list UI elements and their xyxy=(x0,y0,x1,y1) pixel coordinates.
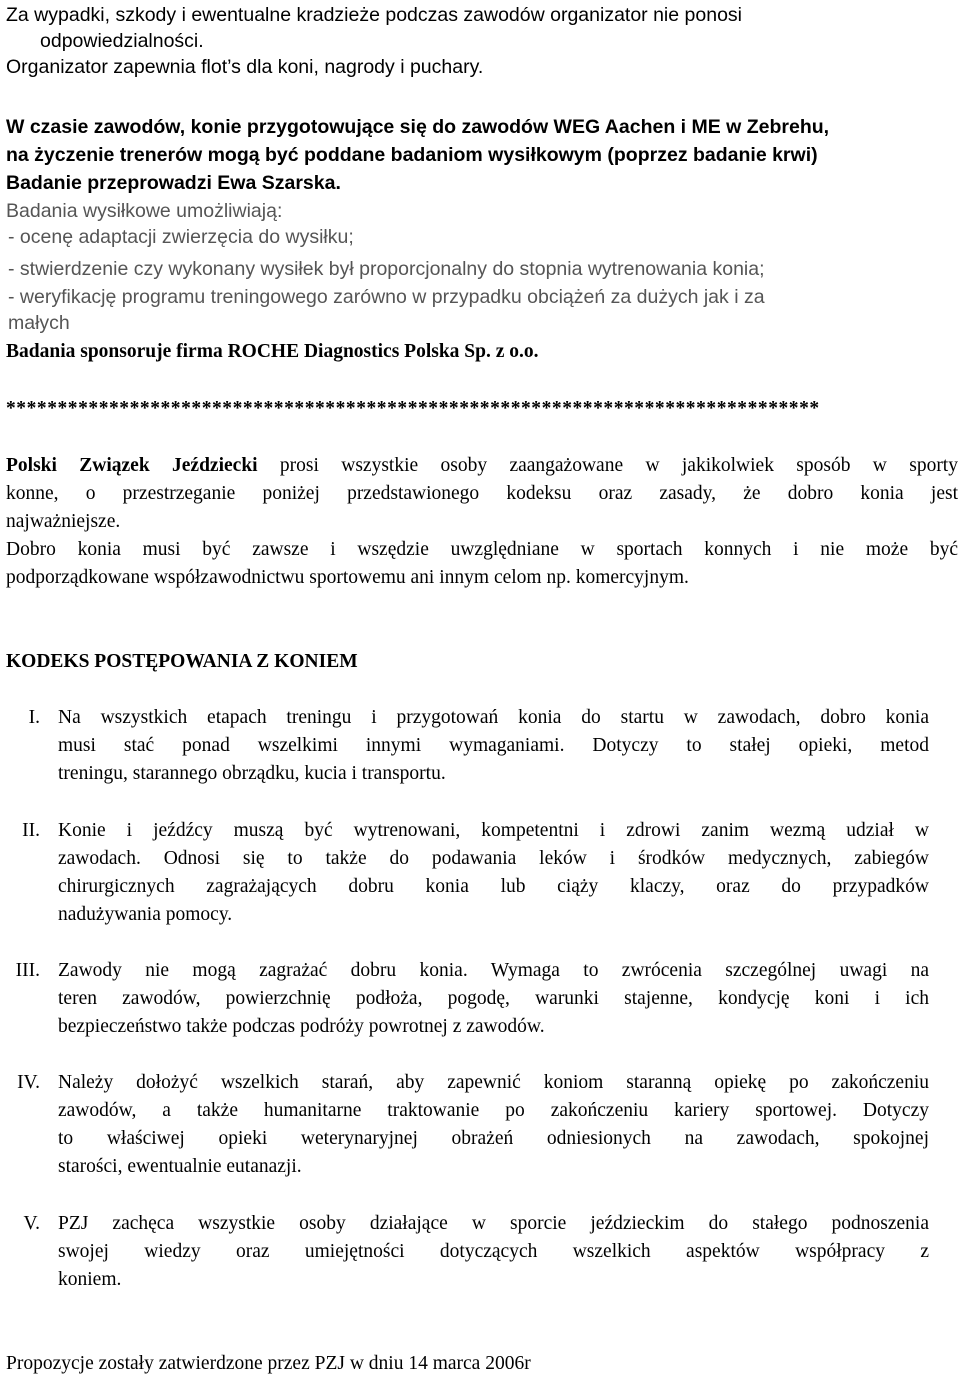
welfare-line: podporządkowane współzawodnictwu sportowemu ani innym celom np. komercyjnym. xyxy=(6,567,689,588)
notice-line-2: odpowiedzialności. xyxy=(40,30,204,52)
code-item xyxy=(58,957,929,1041)
item-number: IV. xyxy=(17,1072,40,1093)
item-number: V. xyxy=(23,1213,40,1234)
org-name: Polski Związek Jeździecki xyxy=(6,455,258,476)
item-line: nadużywania pomocy. xyxy=(58,904,233,925)
testing-line-3: Badanie przeprowadzi Ewa Szarska. xyxy=(6,172,341,194)
welfare-line: Dobro konia musi być zawsze i wszędzie uwzględniane w sportach konnych i nie może być xyxy=(6,539,958,560)
item-line: zawodów, a także humanitarne traktowanie po zakończeniu kariery sportowej. Dotyczy xyxy=(58,1100,929,1121)
intro-block xyxy=(6,452,958,592)
item-line: Należy dołożyć wszelkich starań, aby zapewnić koniom staranną opiekę po zakończeniu xyxy=(58,1072,929,1093)
item-number: II. xyxy=(22,820,40,841)
sponsor-line: Badania sponsoruje firma ROCHE Diagnostics Polska Sp. z o.o. xyxy=(6,341,539,362)
item-number: III. xyxy=(15,960,40,981)
item-number: I. xyxy=(28,707,40,728)
intro-line: najważniejsze. xyxy=(6,511,121,532)
item-line: PZJ zachęca wszystkie osoby działające w sporcie jeździeckim do stałego podnoszenia xyxy=(58,1213,929,1234)
item-line: Konie i jeźdźcy muszą być wytrenowani, kompetentni i zdrowi zanim wezmą udział w xyxy=(58,820,929,841)
item-line: zawodach. Odnosi się to także do podawania leków i środków medycznych, zabiegów xyxy=(58,848,929,869)
code-item xyxy=(58,817,929,929)
code-title: KODEKS POSTĘPOWANIA Z KONIEM xyxy=(6,651,358,672)
notice-line-1: Za wypadki, szkody i ewentualne kradzieże podczas zawodów organizator nie ponosi xyxy=(6,4,742,26)
provisions-line: Organizator zapewnia flot’s dla koni, nagrody i puchary. xyxy=(6,56,484,78)
separator: ******************************************************************************* xyxy=(6,398,820,419)
item-line: swojej wiedzy oraz umiejętności dotyczących wszelkich aspektów współpracy z xyxy=(58,1241,929,1262)
item-line: Zawody nie mogą zagrażać dobru konia. Wymaga to zwrócenia szczególnej uwagi na xyxy=(58,960,929,981)
tests-item: - ocenę adaptacji zwierzęcia do wysiłku; xyxy=(8,226,354,248)
item-line: chirurgicznych zagrażających dobru konia lub ciąży klaczy, oraz do przypadków xyxy=(58,876,929,897)
item-line: to właściwej opieki weterynaryjnej obrażeń odniesionych na zawodach, spokojnej xyxy=(58,1128,929,1149)
item-line: musi stać ponad wszelkimi innymi wymaganiami. Dotyczy to stałej opieki, metod xyxy=(58,735,929,756)
item-line: teren zawodów, powierzchnię podłoża, pogodę, warunki stajenne, kondycję koni i ich xyxy=(58,988,929,1009)
testing-line-1: W czasie zawodów, konie przygotowujące się do zawodów WEG Aachen i ME w Zebrehu, xyxy=(6,116,830,138)
item-line: starości, ewentualnie eutanazji. xyxy=(58,1156,302,1177)
intro-line: konne, o przestrzeganie poniżej przedstawionego kodeksu oraz zasady, że dobro konia jest xyxy=(6,483,958,504)
code-item xyxy=(58,704,929,788)
tests-intro: Badania wysiłkowe umożliwiają: xyxy=(6,200,283,222)
intro-text: prosi wszystkie osoby zaangażowane w jakikolwiek sposób w sporty xyxy=(257,455,958,476)
testing-line-2: na życzenie trenerów mogą być poddane badaniom wysiłkowym (poprzez badanie krwi) xyxy=(6,144,818,166)
tests-item: - weryfikację programu treningowego zarówno w przypadku obciążeń za dużych jak i za xyxy=(8,286,765,308)
approval-footer: Propozycje zostały zatwierdzone przez PZJ w dniu 14 marca 2006r xyxy=(6,1353,531,1374)
tests-item: - stwierdzenie czy wykonany wysiłek był proporcjonalny do stopnia wytrenowania konia; xyxy=(8,258,765,280)
item-line: bezpieczeństwo także podczas podróży powrotnej z zawodów. xyxy=(58,1016,545,1037)
tests-item: małych xyxy=(8,312,70,334)
item-line: koniem. xyxy=(58,1269,122,1290)
item-line: Na wszystkich etapach treningu i przygotowań konia do startu w zawodach, dobro konia xyxy=(58,707,929,728)
item-line: treningu, starannego obrządku, kucia i transportu. xyxy=(58,763,446,784)
code-item xyxy=(58,1210,929,1294)
code-item xyxy=(58,1069,929,1181)
